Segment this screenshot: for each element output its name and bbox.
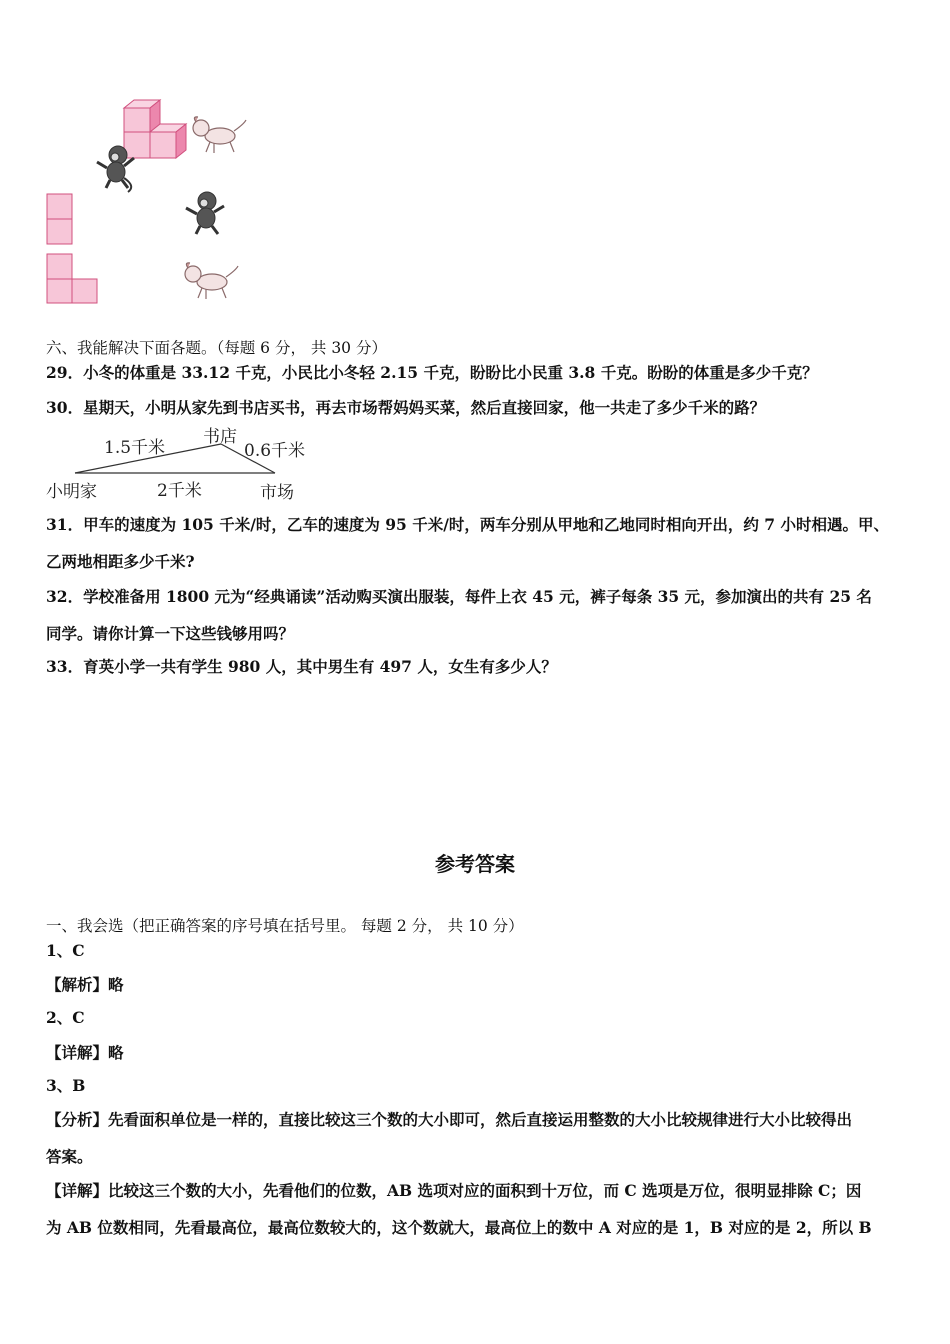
- section-heading: 六、我能解决下面各题。（每题 6 分， 共 30 分）: [46, 339, 387, 357]
- question-33: 33．育英小学一共有学生 980 人，其中男生有 497 人，女生有多少人？: [46, 657, 557, 676]
- label-bookstore: 书店: [203, 427, 237, 447]
- answer-3-analysis-line1: 【分析】先看面积单位是一样的，直接比较这三个数的大小即可，然后直接运用整数的大小比较规律进行大小比较得出: [46, 1110, 853, 1129]
- question-30: 30．星期天，小明从家先到书店买书，再去市场帮妈妈买菜，然后直接回家，他一共走了多少千米的路？: [46, 398, 766, 417]
- dog-icon: [193, 117, 246, 153]
- front-view: [47, 194, 72, 244]
- question-31-line1: 31．甲车的速度为 105 千米/时，乙车的速度为 95 千米/时，两车分别从甲地和乙地同时相向开出，约 7 小时相遇。甲、: [46, 515, 889, 534]
- answer-2: 2、C: [46, 1008, 85, 1027]
- cube-stack: [124, 100, 186, 158]
- question-31-line2: 乙两地相距多少千米?: [46, 552, 195, 571]
- label-home-store-distance: 1.5千米: [104, 438, 166, 458]
- question-32-line1: 32．学校准备用 1800 元为“经典诵读”活动购买演出服装，每件上衣 45 元，裤子每条 35 元，参加演出的共有 25 名: [46, 587, 872, 606]
- question-29: 29．小冬的体重是 33.12 千克，小民比小冬轻 2.15 千克，盼盼比小民重 3.8 千克。盼盼的体重是多少千克？: [46, 363, 818, 382]
- side-view: [47, 254, 97, 303]
- answer-3-detail-line2: 为 AB 位数相同，先看最高位，最高位数较大的，这个数就大，最高位上的数中 A 对应的是 1，B 对应的是 2，所以 B: [46, 1218, 872, 1237]
- answers-title: 参考答案: [435, 852, 515, 876]
- label-store-market-distance: 0.6千米: [244, 441, 306, 461]
- answer-3: 3、B: [46, 1076, 86, 1095]
- question-32-line2: 同学。请你计算一下这些钱够用吗？: [46, 624, 295, 643]
- label-home: 小明家: [46, 482, 97, 502]
- answer-2-note: 【详解】略: [46, 1043, 124, 1062]
- answer-3-analysis-line2: 答案。: [46, 1147, 93, 1166]
- cube-stack-illustration: [0, 0, 950, 320]
- dog-icon: [185, 263, 238, 299]
- monkey-icon: [186, 192, 224, 234]
- answers-section-heading: 一、我会选（把正确答案的序号填在括号里。 每题 2 分， 共 10 分）: [46, 917, 524, 935]
- answer-1: 1、C: [46, 941, 85, 960]
- answer-1-note: 【解析】略: [46, 975, 124, 994]
- answer-3-detail-line1: 【详解】比较这三个数的大小，先看他们的位数，AB 选项对应的面积到十万位，而 C 选项是万位，很明显排除 C；因: [46, 1181, 862, 1200]
- label-market: 市场: [260, 483, 294, 503]
- label-home-market-distance: 2千米: [157, 481, 202, 501]
